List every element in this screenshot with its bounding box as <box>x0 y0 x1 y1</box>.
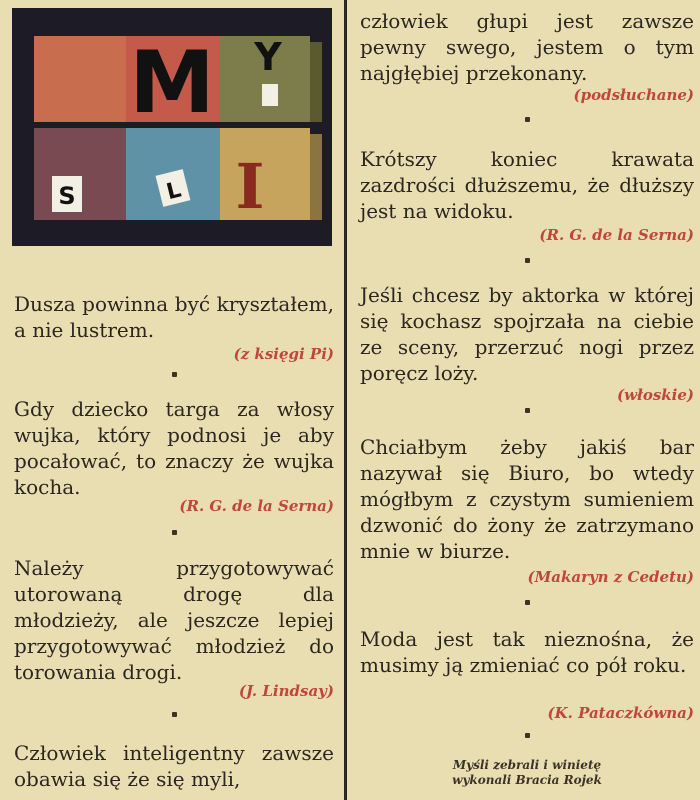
aphorism-text: Krótszy koniec krawata zazdrości dłuższemu, że dłuższy jest na widoku. <box>360 147 694 223</box>
block-gold <box>220 128 310 220</box>
credit-line: Myśli zebrali i winietę <box>452 758 602 772</box>
separator-dot <box>525 258 530 263</box>
credits <box>360 758 694 788</box>
aphorism-source: (włoskie) <box>617 386 694 404</box>
y-stem-block <box>262 84 278 106</box>
aphorism-text: człowiek głupi jest zawsze pewny swego, jestem o tym najgłębiej przekonany. <box>360 9 694 85</box>
aphorism-text: Należy przygotowywać utorowaną drogę dla młodzieży, ale jeszcze lepiej przygotowywać młodzież do torowania drogi. <box>14 556 334 684</box>
block-orange <box>34 36 126 122</box>
letter-s: S <box>58 182 76 210</box>
separator-dot <box>172 530 177 535</box>
block-side-shade <box>310 134 322 220</box>
aphorism-source: (z księgi Pi) <box>233 345 334 363</box>
letter-m: M <box>129 33 215 133</box>
credit-line: wykonali Bracia Rojek <box>452 773 602 787</box>
aphorism-source: (R. G. de la Serna) <box>539 226 694 244</box>
aphorism-source: (Makaryn z Cedetu) <box>527 568 694 586</box>
separator-dot <box>525 408 530 413</box>
aphorism-source: (podsłuchane) <box>573 86 694 104</box>
aphorism-source: (K. Pataczkówna) <box>547 704 694 722</box>
mysli-vignette <box>12 8 332 246</box>
aphorism-text: Gdy dziecko targa za włosy wujka, który podnosi je aby pocałować, to znaczy że wujka kocha. <box>14 397 334 499</box>
aphorism-source: (R. G. de la Serna) <box>179 497 334 515</box>
letter-i: I <box>235 150 265 223</box>
letter-l: L <box>164 177 184 206</box>
aphorism-text: Człowiek inteligentny zawsze obawia się że się myli, <box>14 741 334 791</box>
aphorism-text: Jeśli chcesz by aktorka w której się kochasz spojrzała na ciebie ze sceny, przerzuć nogi przez poręcz loży. <box>360 283 694 385</box>
aphorism-text: Dusza powinna być kryształem, a nie lustrem. <box>14 292 334 342</box>
block-side-shade <box>310 42 322 122</box>
separator-dot <box>525 733 530 738</box>
aphorism-text: Chciałbym żeby jakiś bar nazywał się Biuro, bo wtedy mógłbym z czystym sumieniem dzwonić do żony że zatrzymano mnie w biurze. <box>360 435 694 563</box>
separator-dot <box>525 117 530 122</box>
separator-dot <box>525 600 530 605</box>
column-divider <box>344 0 347 800</box>
separator-dot <box>172 372 177 377</box>
separator-dot <box>172 712 177 717</box>
aphorism-source: (J. Lindsay) <box>238 682 334 700</box>
aphorism-text: Moda jest tak nieznośna, że musimy ją zmieniać co pół roku. <box>360 627 694 677</box>
letter-y: Y <box>254 35 282 79</box>
